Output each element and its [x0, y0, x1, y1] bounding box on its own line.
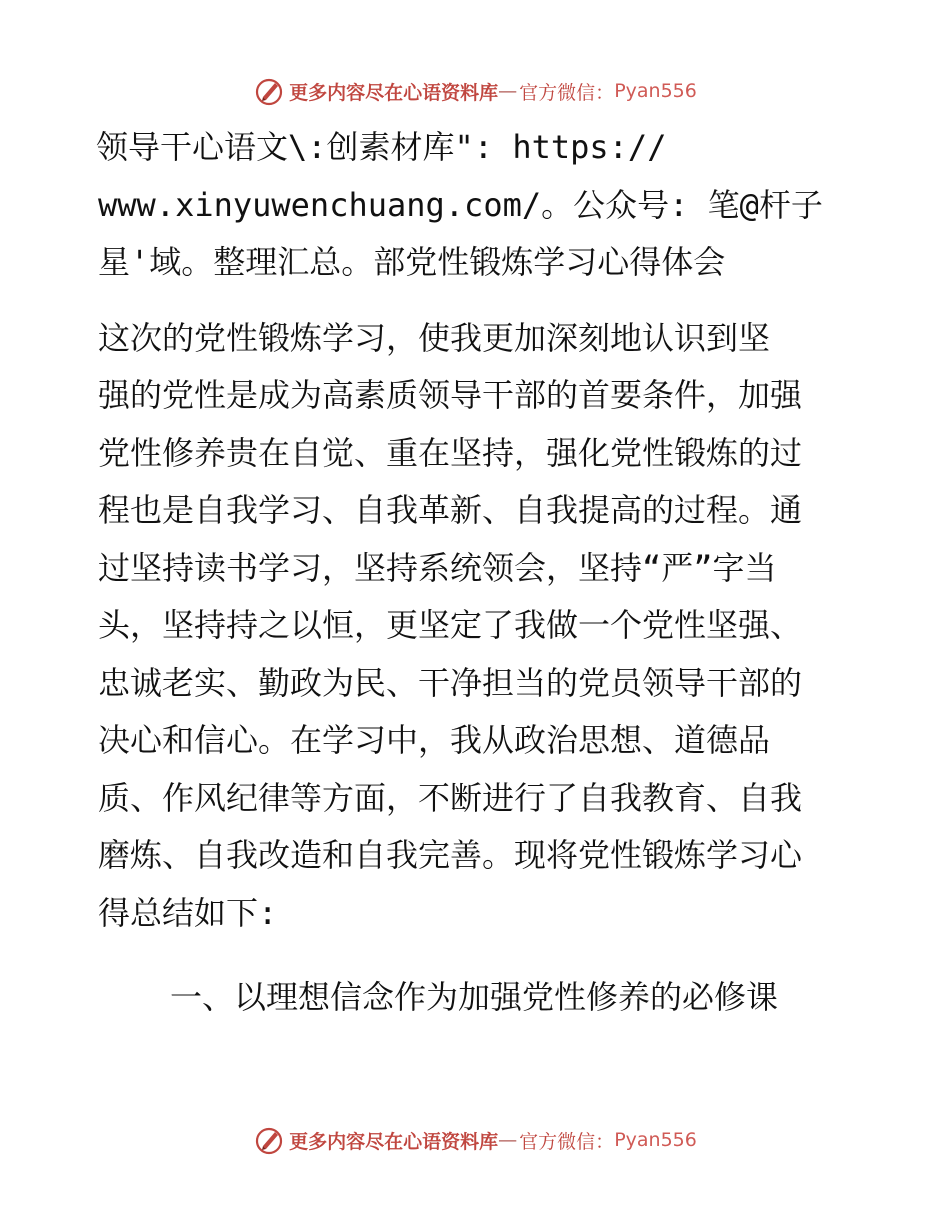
watermark-separator: — — [498, 1129, 518, 1151]
watermark-separator: — — [498, 80, 518, 102]
watermark-banner-top — [0, 71, 950, 111]
title-line-3: 星'域。整理汇总。部党性锻炼学习心得体会 — [98, 243, 726, 281]
watermark-banner-bottom — [0, 1120, 950, 1160]
watermark-wechat-label: 官方微信： — [519, 81, 615, 104]
watermark-wechat-id: Pyan556 — [614, 80, 697, 102]
body-line-11: 得总结如下: — [98, 894, 278, 932]
pen-seal-icon — [253, 1124, 285, 1156]
watermark-brand-text: 更多内容尽在心语资料库 — [289, 81, 499, 104]
body-line-2: 强的党性是成为高素质领导干部的首要条件，加强 — [98, 376, 803, 414]
body-line-1: 这次的党性锻炼学习，使我更加深刻地认识到坚 — [98, 319, 771, 357]
body-line-7: 忠诚老实、勤政为民、干净担当的党员领导干部的 — [98, 664, 803, 702]
title-line-2: www.xinyuwenchuang.com/。公众号: 笔@杆子 — [98, 186, 823, 224]
watermark-brand-text: 更多内容尽在心语资料库 — [289, 1130, 499, 1153]
watermark-wechat-label: 官方微信： — [519, 1130, 615, 1153]
body-line-5: 过坚持读书学习，坚持系统领会，坚持“严”字当 — [98, 549, 777, 587]
title-line-1: 领导干心语文\:创素材库": https:// — [96, 128, 667, 166]
section-heading: 一、以理想信念作为加强党性修养的必修课 — [170, 978, 779, 1016]
watermark-wechat-id: Pyan556 — [614, 1129, 697, 1151]
body-line-3: 党性修养贵在自觉、重在坚持，强化党性锻炼的过 — [98, 434, 803, 472]
body-line-10: 磨炼、自我改造和自我完善。现将党性锻炼学习心 — [98, 836, 803, 874]
body-line-6: 头，坚持持之以恒，更坚定了我做一个党性坚强、 — [98, 606, 803, 644]
pen-seal-icon — [253, 75, 285, 107]
body-line-4: 程也是自我学习、自我革新、自我提高的过程。通 — [98, 491, 803, 529]
body-line-8: 决心和信心。在学习中，我从政治思想、道德品 — [98, 721, 771, 759]
body-line-9: 质、作风纪律等方面，不断进行了自我教育、自我 — [98, 779, 803, 817]
